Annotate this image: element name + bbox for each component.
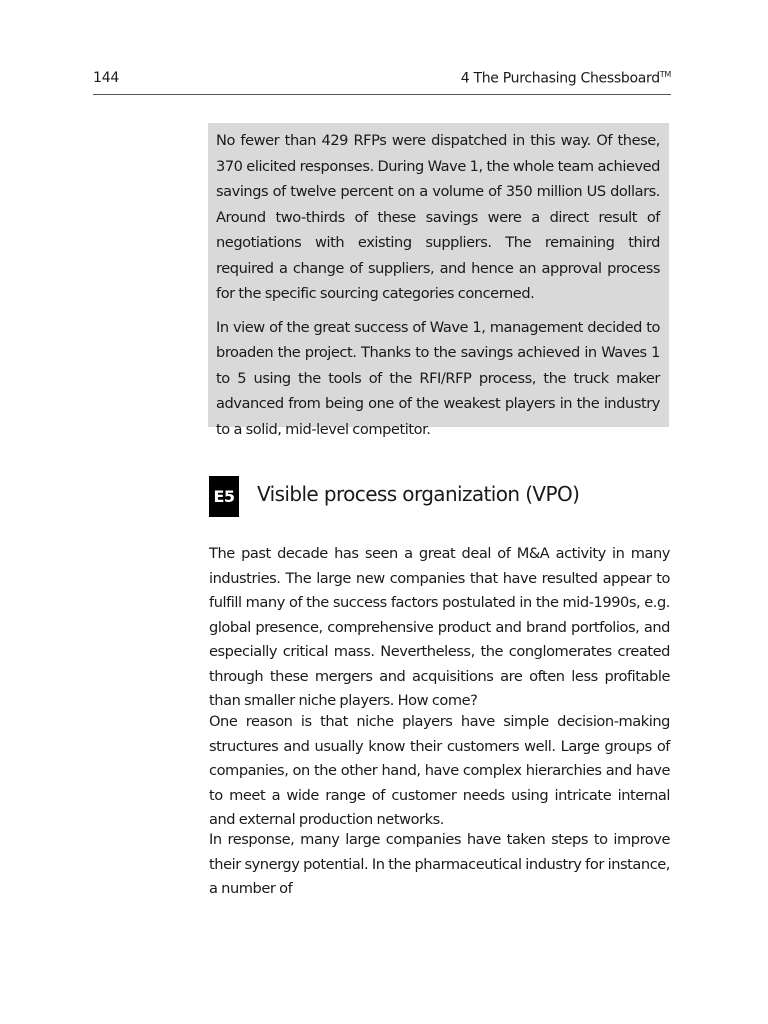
running-head bbox=[461, 70, 671, 87]
section-title: Visible process organization (VPO) bbox=[257, 482, 580, 506]
header-rule bbox=[93, 94, 671, 95]
case-paragraph-2: In view of the great success of Wave 1, management decided to broaden the project. Thanks to the savings achieved in Waves 1 to 5 using the tools of the RFI/RFP process, the truck maker advanced from being one of the weakest players in the industry to a solid, mid-level competitor. bbox=[216, 318, 660, 438]
case-paragraph-1: No fewer than 429 RFPs were dispatched in this way. Of these, 370 elicited responses. During Wave 1, the whole team achieved savings of twelve percent on a volume of 350 million US dollars. Around two-thirds of these savings were a direct result of negotiations with existing suppliers. The remaining third required a change of suppliers, and hence an approval process for the specific sourcing categories concerned. bbox=[216, 132, 660, 302]
body-paragraph-text: One reason is that niche players have simple decision-making structures and usually know their customers well. Large groups of companies, on the other hand, have complex hierarchies and have to meet a wide range of customer needs using intricate internal and external production networks. bbox=[209, 713, 670, 828]
trademark-mark: TM bbox=[659, 70, 671, 79]
body-paragraph-2 bbox=[209, 710, 670, 833]
running-head-title: 4 The Purchasing Chessboard bbox=[460, 70, 660, 87]
page-number: 144 bbox=[93, 70, 120, 86]
section-badge: E5 bbox=[209, 476, 239, 517]
body-paragraph-3 bbox=[209, 828, 670, 902]
section-heading bbox=[209, 476, 679, 517]
body-paragraph-1 bbox=[209, 542, 670, 714]
case-study-box bbox=[208, 123, 669, 438]
body-paragraph-text: In response, many large companies have taken steps to improve their synergy potential. In the pharmaceutical industry for instance, a number of bbox=[209, 831, 670, 897]
body-paragraph-text: The past decade has seen a great deal of M&A activity in many industries. The large new companies that have resulted appear to fulfill many of the success factors postulated in the mid-1990s, e.g. global presence, comprehensive product and brand portfolios, and especially critical mass. Nevertheless, the conglomerates created through these mergers and acquisitions are often less profitable than smaller niche players. How come? bbox=[209, 545, 670, 709]
